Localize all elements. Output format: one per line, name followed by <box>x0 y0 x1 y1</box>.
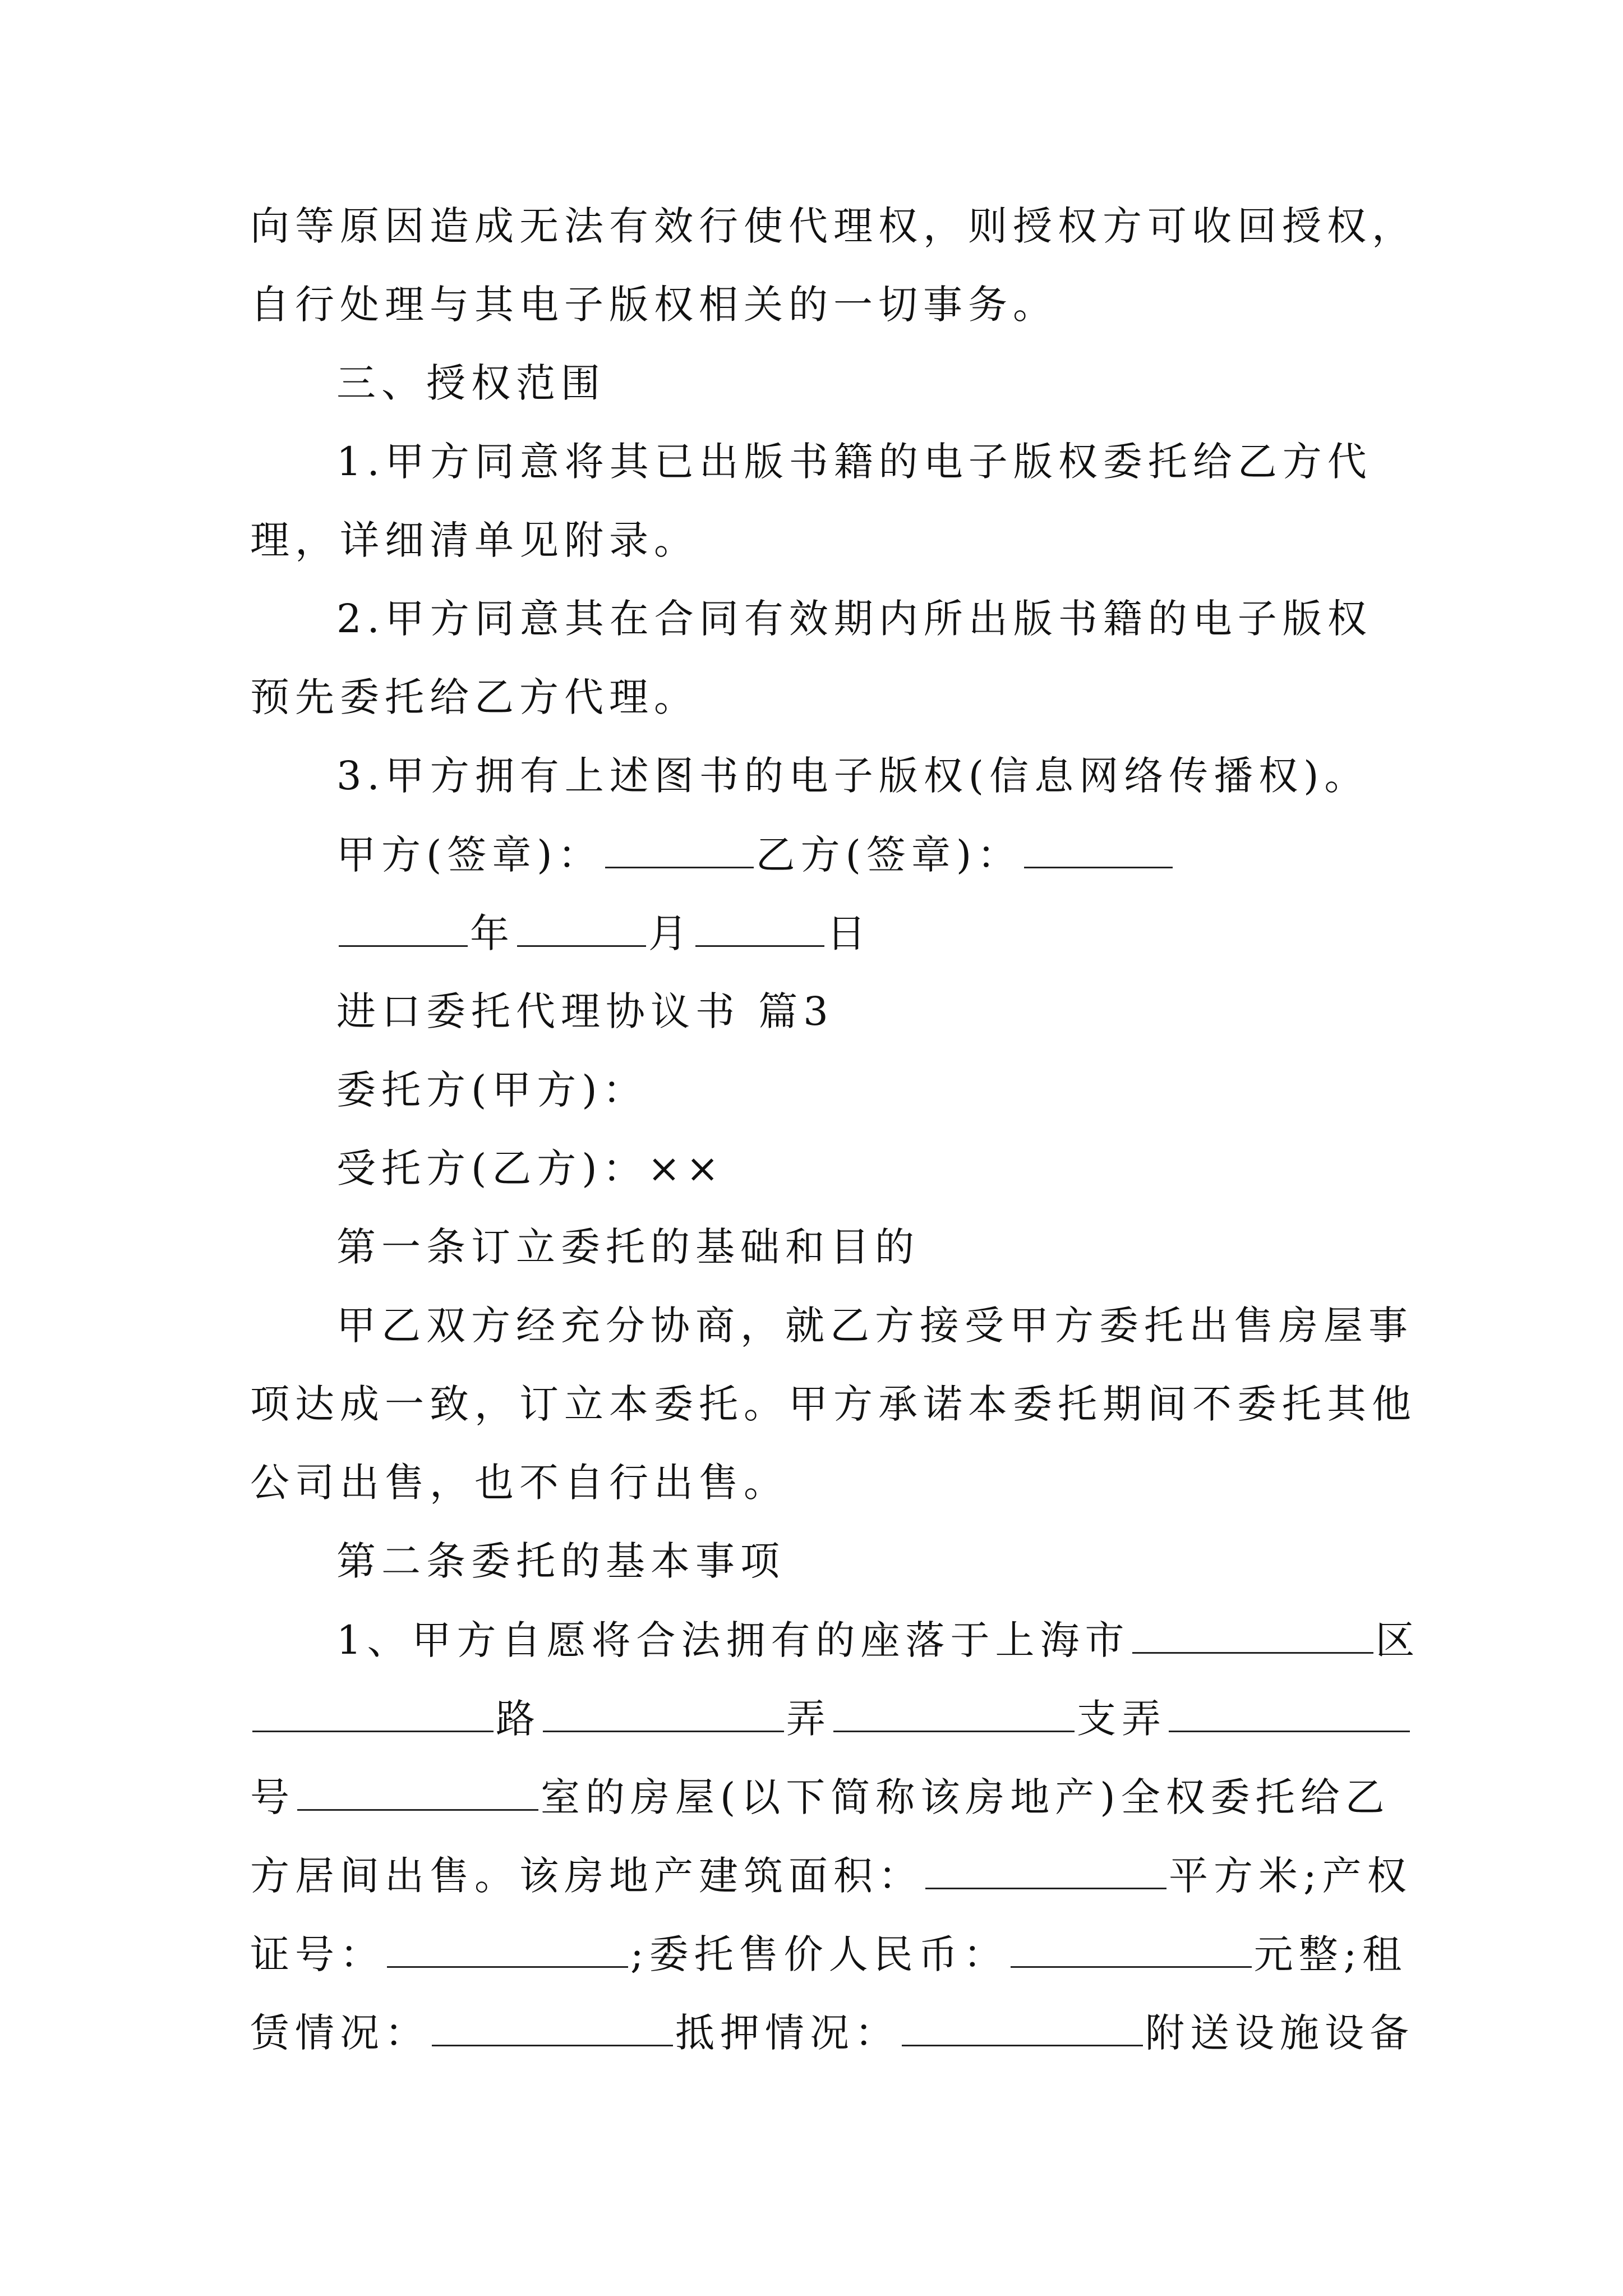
road-blank <box>252 1691 494 1732</box>
certificate-number-blank <box>387 1927 628 1968</box>
text-line <box>336 1613 1421 1667</box>
text-line <box>250 1691 1412 1745</box>
text-span: 赁情况： <box>250 2010 430 2056</box>
area-blank <box>925 1848 1166 1889</box>
text-line: 公司出售，也不自行出售。 <box>250 1460 789 1506</box>
text-line: 预先委托给乙方代理。 <box>250 674 699 720</box>
text-span: ;委托售价人民币： <box>630 1931 1008 1977</box>
text-line <box>250 1848 1412 1902</box>
text-span: 平方米;产权 <box>1169 1853 1412 1899</box>
text-line <box>250 2005 1414 2059</box>
text-line: 向等原因造成无法有效行使代理权，则授权方可收回授权， <box>250 203 1417 249</box>
sub-lane-blank <box>833 1691 1075 1732</box>
lease-status-blank <box>432 2005 673 2046</box>
text-line: 1.甲方同意将其已出版书籍的电子版权委托给乙方代 <box>336 439 1372 485</box>
text-span: 路 <box>496 1696 541 1742</box>
text-line: 项达成一致，订立本委托。甲方承诺本委托期间不委托其他 <box>250 1381 1417 1427</box>
party-a-signature-blank <box>605 827 754 868</box>
signature-line <box>336 827 1175 881</box>
text-span: 方居间出售。该房地产建筑面积： <box>250 1853 923 1899</box>
text-line: 受托方(乙方)：×× <box>336 1145 725 1191</box>
text-span: 室的房屋(以下简称该房地产)全权委托给乙 <box>541 1774 1390 1820</box>
lane-blank <box>543 1691 784 1732</box>
district-blank <box>1132 1613 1373 1654</box>
article-heading: 第一条订立委托的基础和目的 <box>336 1224 920 1270</box>
mortgage-status-blank <box>902 2005 1143 2046</box>
party-b-signature-blank <box>1024 827 1173 868</box>
text-span: 区 <box>1375 1617 1421 1663</box>
room-blank <box>297 1770 538 1811</box>
text-line: 2.甲方同意其在合同有效期内所出版书籍的电子版权 <box>336 596 1372 642</box>
document-title: 进口委托代理协议书 篇3 <box>336 988 834 1034</box>
year-label: 年 <box>470 910 515 956</box>
text-span: 证号： <box>250 1931 385 1977</box>
section-heading: 三、授权范围 <box>336 360 606 406</box>
date-line <box>336 906 872 960</box>
text-line: 甲乙双方经充分协商，就乙方接受甲方委托出售房屋事 <box>336 1303 1413 1349</box>
text-line <box>250 1927 1407 1981</box>
text-span: 号 <box>250 1774 295 1820</box>
year-blank <box>339 906 468 947</box>
text-span: 抵押情况： <box>675 2010 900 2056</box>
text-span: 1、甲方自愿将合法拥有的座落于上海市 <box>336 1617 1130 1663</box>
month-blank <box>517 906 646 947</box>
text-span: 附送设施设备 <box>1145 2010 1414 2056</box>
number-blank <box>1169 1691 1410 1732</box>
month-label: 月 <box>648 910 693 956</box>
text-line: 自行处理与其电子版权相关的一切事务。 <box>250 282 1058 328</box>
day-blank <box>695 906 824 947</box>
text-line: 委托方(甲方)： <box>336 1067 648 1113</box>
party-a-signature-label: 甲方(签章)： <box>336 832 603 878</box>
text-line: 3.甲方拥有上述图书的电子版权(信息网络传播权)。 <box>336 753 1370 799</box>
party-b-signature-label: 乙方(签章)： <box>755 832 1022 878</box>
article-heading: 第二条委托的基本事项 <box>336 1538 785 1584</box>
text-span: 元整;租 <box>1253 1931 1408 1977</box>
day-label: 日 <box>827 910 872 956</box>
text-span: 弄 <box>786 1696 831 1742</box>
text-line <box>250 1770 1390 1824</box>
price-blank <box>1011 1927 1252 1968</box>
text-span: 支弄 <box>1077 1696 1166 1742</box>
text-line: 理，详细清单见附录。 <box>250 517 699 563</box>
